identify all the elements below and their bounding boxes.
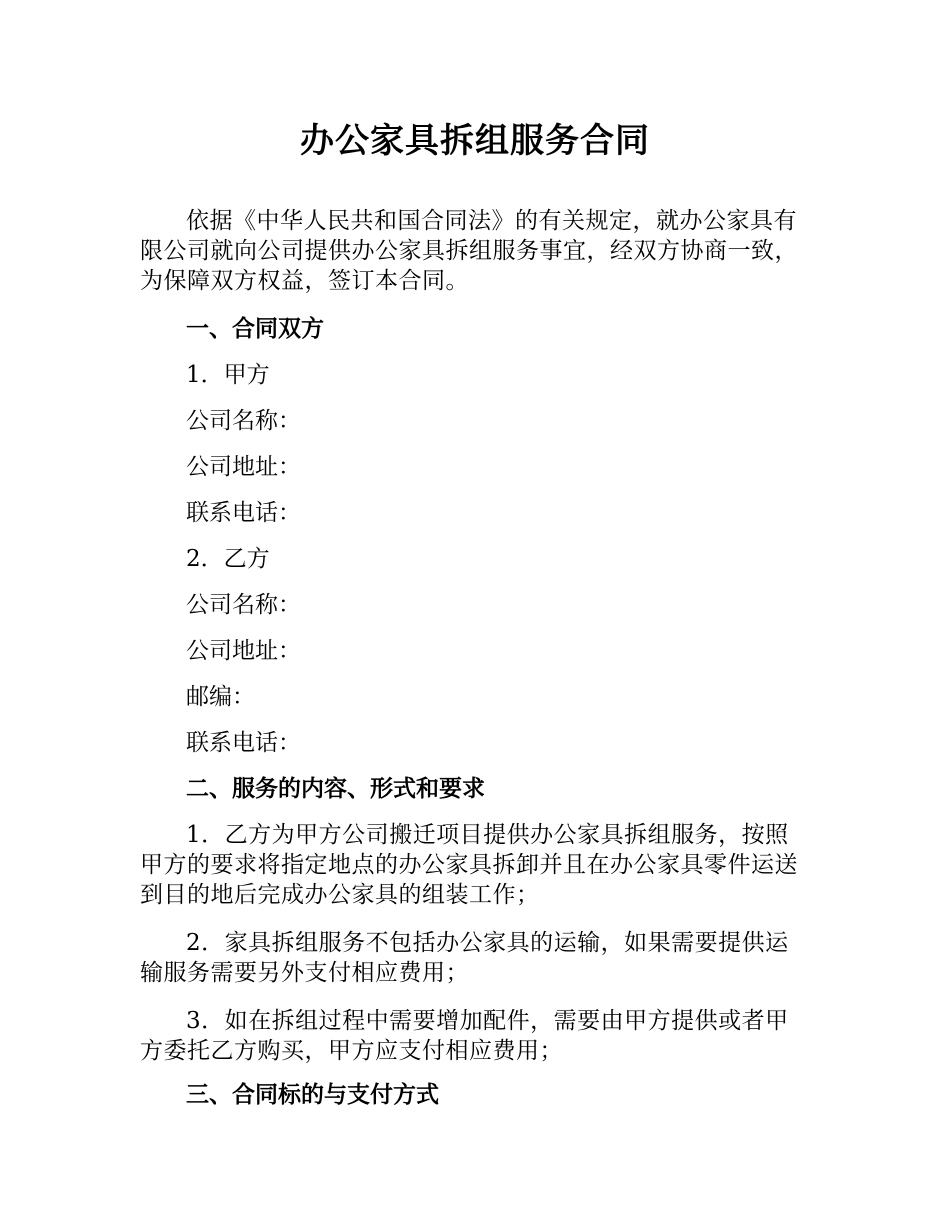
section-heading-payment: 三、合同标的与支付方式 <box>186 1082 439 1108</box>
service-item-2: 2．家具拆组服务不包括办公家具的运输，如果需要提供运输服务需要另外支付相应费用； <box>140 930 789 986</box>
party-b-postcode: 邮编： <box>186 684 255 710</box>
party-b-label: 2．乙方 <box>186 546 270 572</box>
party-b-company-name: 公司名称： <box>186 592 301 618</box>
document-title: 办公家具拆组服务合同 <box>300 121 650 161</box>
party-a-label: 1．甲方 <box>186 362 270 388</box>
party-b-company-address: 公司地址： <box>186 638 301 664</box>
party-a-company-address: 公司地址： <box>186 454 301 480</box>
section-heading-parties: 一、合同双方 <box>186 316 324 342</box>
section-heading-services: 二、服务的内容、形式和要求 <box>186 776 485 802</box>
service-item-3: 3．如在拆组过程中需要增加配件，需要由甲方提供或者甲方委托乙方购买，甲方应支付相应费用； <box>140 1008 789 1064</box>
service-item-1: 1．乙方为甲方公司搬迁项目提供办公家具拆组服务，按照甲方的要求将指定地点的办公家具拆卸并且在办公家具零件运送到目的地后完成办公家具的组装工作； <box>140 822 798 908</box>
intro-paragraph: 依据《中华人民共和国合同法》的有关规定，就办公家具有限公司就向公司提供办公家具拆组服务事宜，经双方协商一致，为保障双方权益，签订本合同。 <box>140 208 798 294</box>
party-a-phone: 联系电话： <box>186 500 301 526</box>
party-a-company-name: 公司名称： <box>186 408 301 434</box>
party-b-phone: 联系电话： <box>186 730 301 756</box>
